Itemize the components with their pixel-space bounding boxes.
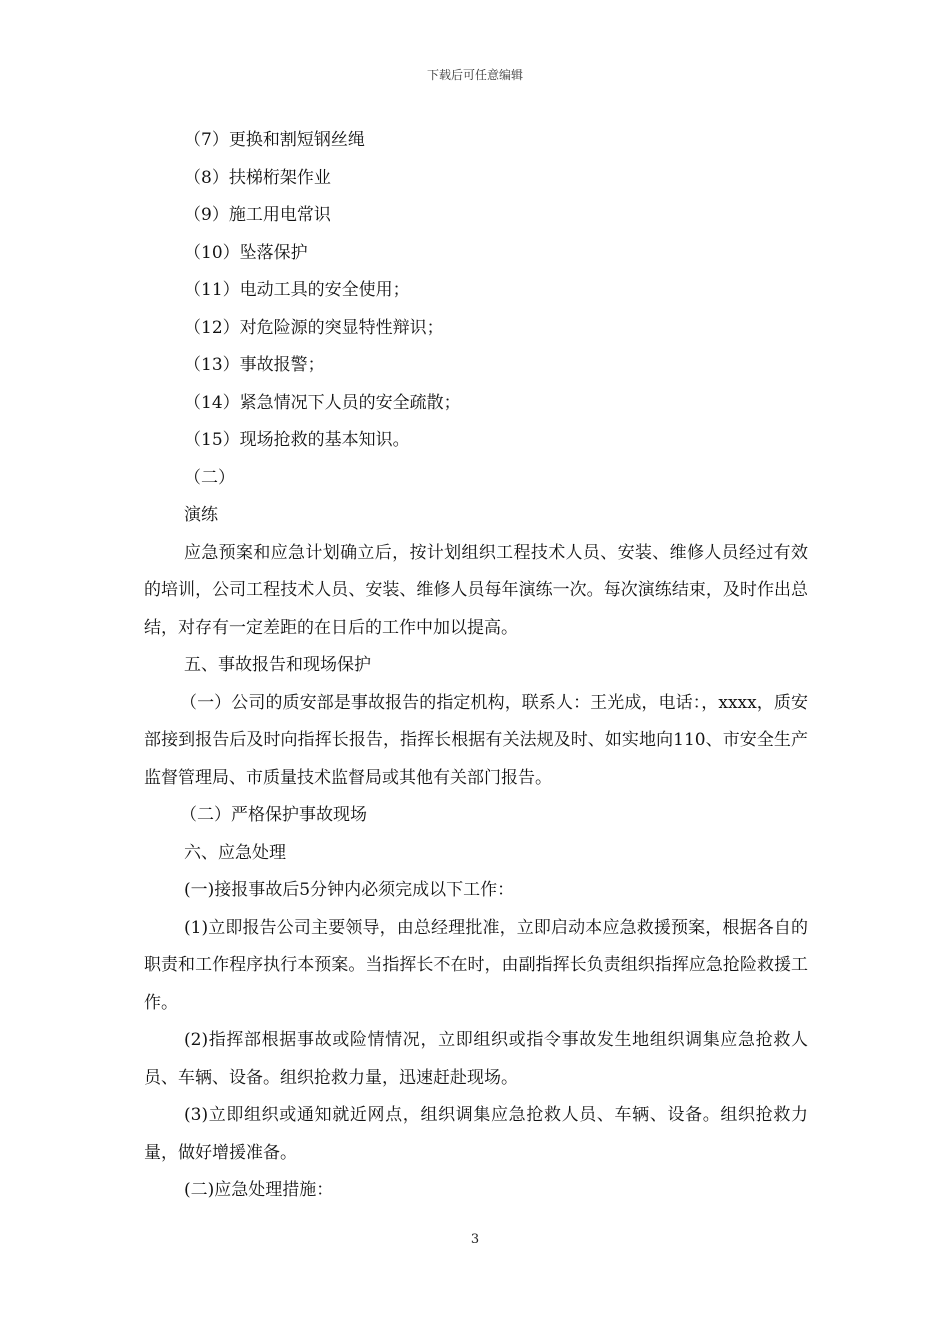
list-item: （7）更换和割短钢丝绳: [184, 130, 365, 150]
body-paragraph: （一）公司的质安部是事故报告的指定机构，联系人：王光成，电话：，xxxx，质安部接到报告后及时向指挥长报告，指挥长根据有关法规及时、如实地向110、市安全生产监督管理局、市质量技术监督局或其他有关部门报告。: [144, 692, 808, 788]
subsection-heading: (二)应急处理措施：: [184, 1180, 334, 1200]
section-heading: 六、应急处理: [184, 842, 286, 863]
list-item: （12）对危险源的突显特性辩识；: [184, 317, 444, 338]
document-body: [144, 122, 808, 1210]
subsection-heading: （二）严格保护事故现场: [180, 805, 367, 825]
list-item: （13）事故报警；: [184, 355, 325, 375]
list-item: （14）紧急情况下人员的安全疏散；: [184, 392, 461, 413]
page-number: 3: [470, 1232, 480, 1247]
list-item: （9）施工用电常识: [184, 205, 331, 225]
body-paragraph: (1)立即报告公司主要领导，由总经理批准，立即启动本应急救援预案，根据各自的职责和工作程序执行本预案。当指挥长不在时，由副指挥长负责组织指挥应急抢险救援工作。: [144, 917, 808, 1013]
section-marker: （二）: [184, 467, 235, 488]
list-item: （8）扶梯桁架作业: [184, 167, 331, 188]
body-paragraph: 应急预案和应急计划确立后，按计划组织工程技术人员、安装、维修人员经过有效的培训，公司工程技术人员、安装、维修人员每年演练一次。每次演练结束，及时作出总结，对存有一定差距的在日后的工作中加以提高。: [144, 542, 808, 638]
list-item: （10）坠落保护: [184, 242, 308, 263]
list-item: （15）现场抢救的基本知识。: [184, 430, 410, 450]
page-header: 下载后可任意编辑: [426, 68, 523, 82]
body-paragraph: (3)立即组织或通知就近网点，组织调集应急抢救人员、车辆、设备。组织抢救力量，做好增援准备。: [144, 1105, 808, 1163]
section-heading: 五、事故报告和现场保护: [184, 655, 371, 675]
section-heading: 演练: [184, 505, 218, 525]
body-paragraph: (2)指挥部根据事故或险情情况，立即组织或指令事故发生地组织调集应急抢救人员、车辆、设备。组织抢救力量，迅速赶赴现场。: [144, 1030, 808, 1088]
subsection-heading: (一)接报事故后5分钟内必须完成以下工作：: [184, 880, 515, 900]
list-item: （11）电动工具的安全使用；: [184, 280, 410, 300]
